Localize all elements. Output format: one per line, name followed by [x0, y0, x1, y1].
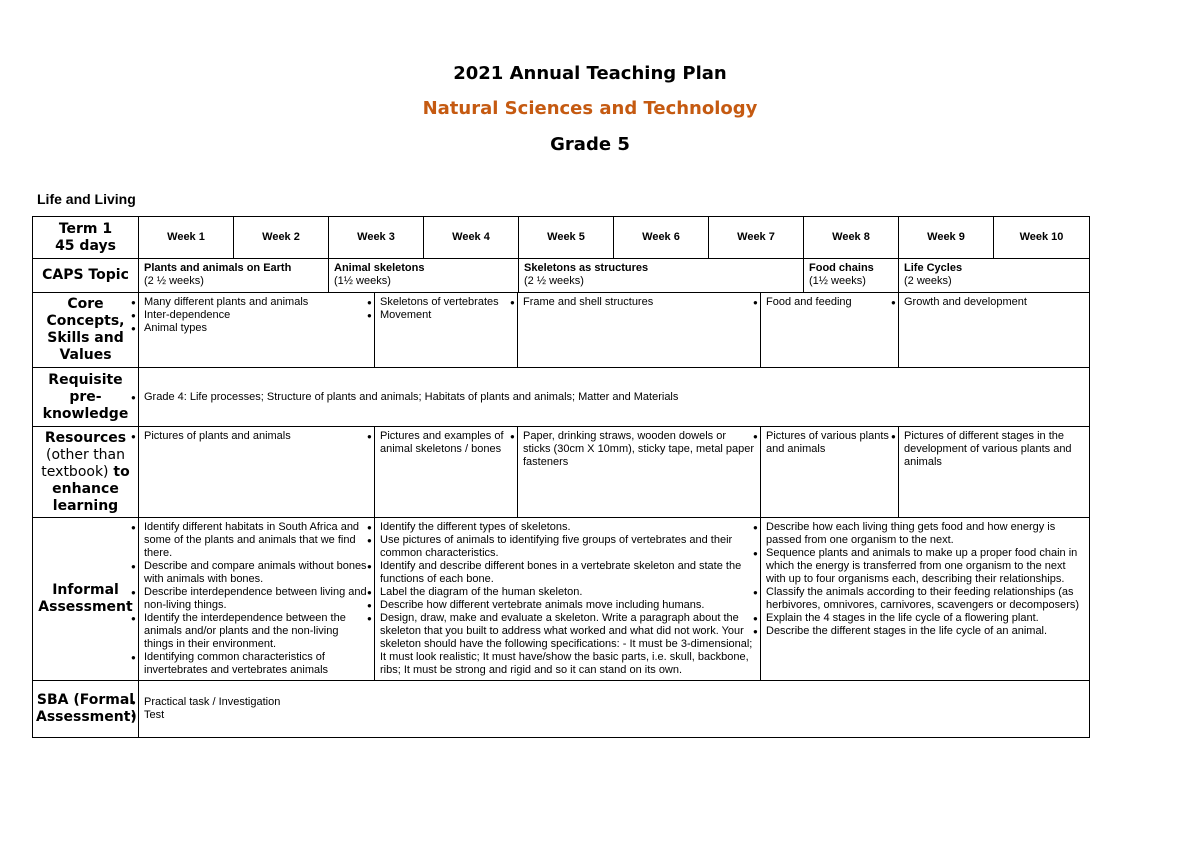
topic-duration: (2 ½ weeks)	[524, 275, 584, 287]
topic-cell	[519, 259, 804, 293]
topic-cell	[139, 259, 329, 293]
topic-name: Animal skeletons	[334, 262, 425, 274]
term-days: 45 days	[55, 237, 116, 254]
list-item: ● Skeletons of vertebrates	[380, 296, 512, 309]
caps-topic-label: CAPS Topic	[33, 259, 139, 293]
list-item: ● Pictures of different stages in the development of various plants and animals	[904, 430, 1084, 469]
list-item: ● Animal types	[144, 322, 369, 335]
list-item: ● Grade 4: Life processes; Structure of plants and animals; Habitats of plants and animals; Matter and Materials	[144, 391, 1084, 404]
core-cell	[139, 293, 375, 368]
list-item: ● Pictures and examples of animal skeletons / bones	[380, 430, 512, 456]
informal-cell	[761, 518, 1090, 681]
core-cell	[899, 293, 1090, 368]
topic-duration: (2 ½ weeks)	[144, 275, 204, 287]
teaching-plan-table	[32, 216, 1090, 293]
resources-label-a: Resources	[44, 429, 127, 446]
list-item: ● Describe interdependence between living and non-living things.	[144, 586, 369, 612]
teaching-plan-body	[32, 292, 1090, 738]
subject-title: Natural Sciences and Technology	[422, 98, 758, 119]
list-item: ● Describe the different stages in the life cycle of an animal.	[766, 625, 1084, 638]
grade-title: Grade 5	[550, 134, 630, 155]
list-item: ● Food and feeding	[766, 296, 893, 309]
week-header: Week 3	[329, 217, 424, 259]
document-title: 2021 Annual Teaching Plan	[453, 63, 727, 84]
sba-row	[33, 681, 1090, 738]
list-item: ● Movement	[380, 309, 512, 322]
week-header: Week 10	[994, 217, 1090, 259]
list-item: ● Identify different habitats in South Africa and some of the plants and animals that we find there.	[144, 521, 369, 560]
informal-label: Informal Assessment	[33, 518, 139, 681]
resources-cell	[518, 427, 761, 518]
resources-cell	[899, 427, 1090, 518]
topic-name: Plants and animals on Earth	[144, 262, 292, 274]
weeks-row	[33, 217, 1090, 259]
core-label: Core Concepts, Skills and Values	[33, 293, 139, 368]
resources-cell	[375, 427, 518, 518]
topic-duration: (1½ weeks)	[334, 275, 391, 287]
week-header: Week 9	[899, 217, 994, 259]
topic-name: Skeletons as structures	[524, 262, 649, 274]
list-item: ● Test	[144, 709, 1084, 722]
core-cell	[375, 293, 518, 368]
list-item: ● Use pictures of animals to identifying five groups of vertebrates and their common characteristics.	[380, 534, 755, 560]
week-header: Week 7	[709, 217, 804, 259]
topic-duration: (1½ weeks)	[809, 275, 866, 287]
resources-label-c: to enhance learning	[52, 463, 130, 514]
core-cell	[518, 293, 761, 368]
topic-cell	[804, 259, 899, 293]
resources-label	[33, 427, 139, 518]
week-header: Week 1	[139, 217, 234, 259]
list-item: ● Many different plants and animals	[144, 296, 369, 309]
core-row	[33, 293, 1090, 368]
topic-name: Life Cycles	[904, 262, 963, 274]
resources-cell	[139, 427, 375, 518]
list-item: ● Pictures of various plants and animals	[766, 430, 893, 456]
list-item: ● Identify the different types of skeletons.	[380, 521, 755, 534]
resources-cell	[761, 427, 899, 518]
core-cell	[761, 293, 899, 368]
sba-label: SBA (Formal Assessment)	[33, 681, 139, 738]
informal-cell	[139, 518, 375, 681]
requisite-label: Requisite pre-knowledge	[33, 368, 139, 427]
list-item: ● Identify and describe different bones in a vertebrate skeleton and state the functions of each bone.	[380, 560, 755, 586]
caps-topic-row	[33, 259, 1090, 293]
topic-cell	[329, 259, 519, 293]
topic-cell	[899, 259, 1090, 293]
topic-name: Food chains	[809, 262, 874, 274]
week-header: Week 5	[519, 217, 614, 259]
list-item: ● Growth and development	[904, 296, 1084, 309]
list-item: ● Explain the 4 stages in the life cycle of a flowering plant.	[766, 612, 1084, 625]
list-item: ● Design, draw, make and evaluate a skeleton. Write a paragraph about the skeleton that you built to address what worked and what did not work. Your skeleton should have the following specifications: - It must be 3-dimensional; It must look realistic; It must have/show the basic parts, i.e. skull, backbone, ribs; It must be strong and rigid and so it can stand on its own.	[380, 612, 755, 677]
list-item: ● Frame and shell structures	[523, 296, 755, 309]
informal-cell	[375, 518, 761, 681]
list-item: ● Practical task / Investigation	[144, 696, 1084, 709]
week-header: Week 6	[614, 217, 709, 259]
topic-duration: (2 weeks)	[904, 275, 952, 287]
requisite-cell	[139, 368, 1090, 427]
resources-row	[33, 427, 1090, 518]
requisite-row	[33, 368, 1090, 427]
list-item: ● Classify the animals according to their feeding relationships (as herbivores, omnivores, carnivores, scavengers or decomposers)	[766, 586, 1084, 612]
resources-label-b: (other than textbook)	[41, 446, 126, 480]
list-item: ● Describe and compare animals without bones with animals with bones.	[144, 560, 369, 586]
term-label: Term 1	[58, 220, 113, 237]
term-cell	[33, 217, 139, 259]
list-item: ● Inter-dependence	[144, 309, 369, 322]
list-item: ● Sequence plants and animals to make up a proper food chain in which the energy is transferred from one organism to the next with up to four organisms each, describing their relationships.	[766, 547, 1084, 586]
sba-cell	[139, 681, 1090, 738]
list-item: ● Pictures of plants and animals	[144, 430, 369, 443]
week-header: Week 4	[424, 217, 519, 259]
list-item: ● Describe how each living thing gets food and how energy is passed from one organism to the next.	[766, 521, 1084, 547]
informal-row	[33, 518, 1090, 681]
section-heading: Life and Living	[37, 191, 136, 207]
list-item: ● Identifying common characteristics of invertebrates and vertebrates animals	[144, 651, 369, 677]
list-item: ● Label the diagram of the human skeleton.	[380, 586, 755, 599]
week-header: Week 8	[804, 217, 899, 259]
list-item: ● Describe how different vertebrate animals move including humans.	[380, 599, 755, 612]
list-item: ● Paper, drinking straws, wooden dowels or sticks (30cm X 10mm), sticky tape, metal paper fasteners	[523, 430, 755, 469]
list-item: ● Identify the interdependence between the animals and/or plants and the non-living things in their environment.	[144, 612, 369, 651]
week-header: Week 2	[234, 217, 329, 259]
